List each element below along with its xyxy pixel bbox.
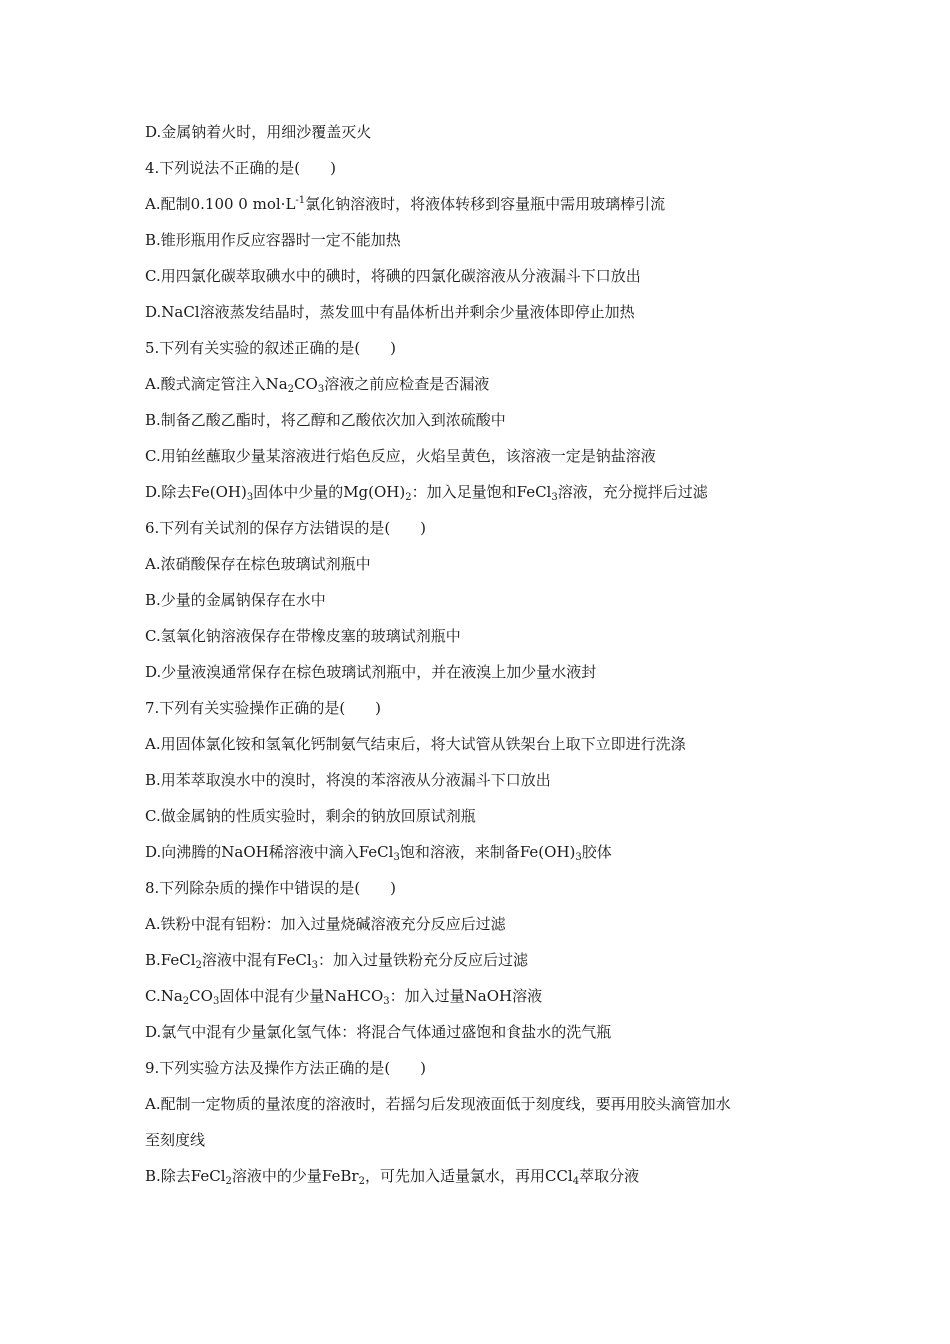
text-segment: A.配制0.100 0 mol·L <box>145 195 296 213</box>
superscript: -1 <box>295 195 306 206</box>
answer-option <box>145 662 825 682</box>
question-stem <box>145 518 825 538</box>
answer-option <box>145 194 825 214</box>
text-segment: 饱和溶液，来制备Fe(OH) <box>399 843 576 861</box>
subscript: 3 <box>317 384 325 395</box>
text-segment: C.氢氧化钠溶液保存在带橡皮塞的玻璃试剂瓶中 <box>145 627 461 645</box>
text-segment: B.FeCl <box>145 951 196 969</box>
text-segment: B.用苯萃取溴水中的溴时，将溴的苯溶液从分液漏斗下口放出 <box>145 771 551 789</box>
text-segment: B.除去FeCl <box>145 1167 226 1185</box>
answer-option <box>145 266 825 286</box>
answer-option <box>145 446 825 466</box>
text-segment: 溶液中混有FeCl <box>201 951 312 969</box>
answer-option <box>145 302 825 322</box>
text-segment: D.金属钠着火时，用细沙覆盖灭火 <box>145 123 372 141</box>
text-segment: 溶液，充分搅拌后过滤 <box>557 483 708 501</box>
subscript: 2 <box>287 384 295 395</box>
text-segment: 5.下列有关实验的叙述正确的是( ) <box>145 339 397 357</box>
subscript: 2 <box>405 492 412 503</box>
text-segment: 萃取分液 <box>579 1167 640 1185</box>
question-stem <box>145 158 825 178</box>
subscript: 2 <box>195 960 202 971</box>
question-stem <box>145 698 825 718</box>
answer-option <box>145 914 825 934</box>
answer-option <box>145 1022 825 1042</box>
text-segment: ，可先加入适量氯水，再用CCl <box>364 1167 573 1185</box>
answer-option <box>145 122 825 142</box>
subscript: 2 <box>225 1176 232 1187</box>
subscript: 3 <box>383 996 390 1007</box>
text-segment: B.制备乙酸乙酯时，将乙醇和乙酸依次加入到浓硫酸中 <box>145 411 506 429</box>
text-segment: B.少量的金属钠保存在水中 <box>145 591 326 609</box>
text-segment: A.铁粉中混有铝粉：加入过量烧碱溶液充分反应后过滤 <box>145 915 506 933</box>
text-segment: 8.下列除杂质的操作中错误的是( ) <box>145 879 397 897</box>
answer-option <box>145 986 825 1006</box>
subscript: 4 <box>572 1176 580 1187</box>
question-stem <box>145 338 825 358</box>
answer-option <box>145 1094 825 1114</box>
text-segment: 固体中混有少量NaHCO <box>219 987 384 1005</box>
text-segment: 固体中少量的Mg(OH) <box>253 483 406 501</box>
text-segment: CO <box>294 375 318 393</box>
text-segment: D.向沸腾的NaOH稀溶液中滴入FeCl <box>145 843 394 861</box>
answer-option <box>145 842 825 862</box>
text-segment: D.氯气中混有少量氯化氢气体：将混合气体通过盛饱和食盐水的洗气瓶 <box>145 1023 612 1041</box>
text-segment: 溶液之前应检查是否漏液 <box>324 375 490 393</box>
text-segment: D.NaCl溶液蒸发结晶时，蒸发皿中有晶体析出并剩余少量液体即停止加热 <box>145 303 635 321</box>
answer-option <box>145 410 825 430</box>
text-segment: A.浓硝酸保存在棕色玻璃试剂瓶中 <box>145 555 371 573</box>
text-segment: 溶液中的少量FeBr <box>231 1167 359 1185</box>
answer-option <box>145 734 825 754</box>
text-segment: 至刻度线 <box>145 1131 206 1149</box>
subscript: 3 <box>551 492 558 503</box>
answer-option <box>145 950 825 970</box>
text-segment: CO <box>189 987 213 1005</box>
subscript: 3 <box>575 852 582 863</box>
answer-option <box>145 482 825 502</box>
answer-option <box>145 230 825 250</box>
subscript: 2 <box>358 1176 365 1187</box>
text-segment: C.用铂丝蘸取少量某溶液进行焰色反应，火焰呈黄色，该溶液一定是钠盐溶液 <box>145 447 656 465</box>
text-segment: C.做金属钠的性质实验时，剩余的钠放回原试剂瓶 <box>145 807 476 825</box>
subscript: 3 <box>246 492 254 503</box>
subscript: 3 <box>212 996 220 1007</box>
answer-option <box>145 590 825 610</box>
answer-option <box>145 770 825 790</box>
text-segment: ：加入过量NaOH溶液 <box>389 987 543 1005</box>
text-segment: 9.下列实验方法及操作方法正确的是( ) <box>145 1059 427 1077</box>
answer-option <box>145 626 825 646</box>
text-segment: 7.下列有关实验操作正确的是( ) <box>145 699 382 717</box>
answer-option <box>145 806 825 826</box>
answer-option <box>145 1166 825 1186</box>
text-segment: 氯化钠溶液时，将液体转移到容量瓶中需用玻璃棒引流 <box>305 195 666 213</box>
text-segment: A.配制一定物质的量浓度的溶液时，若摇匀后发现液面低于刻度线，要再用胶头滴管加水 <box>145 1095 731 1113</box>
text-segment: 6.下列有关试剂的保存方法错误的是( ) <box>145 519 427 537</box>
text-segment: ：加入过量铁粉充分反应后过滤 <box>318 951 529 969</box>
text-segment: C.用四氯化碳萃取碘水中的碘时，将碘的四氯化碳溶液从分液漏斗下口放出 <box>145 267 641 285</box>
text-segment: ：加入足量饱和FeCl <box>411 483 552 501</box>
subscript: 3 <box>311 960 319 971</box>
option-continuation <box>145 1130 825 1150</box>
text-segment: B.锥形瓶用作反应容器时一定不能加热 <box>145 231 401 249</box>
subscript: 2 <box>182 996 190 1007</box>
question-stem <box>145 878 825 898</box>
question-stem <box>145 1058 825 1078</box>
text-segment: 胶体 <box>581 843 612 861</box>
text-segment: D.除去Fe(OH) <box>145 483 247 501</box>
text-segment: 4.下列说法不正确的是( ) <box>145 159 337 177</box>
answer-option <box>145 374 825 394</box>
text-segment: C.Na <box>145 987 183 1005</box>
text-segment: A.用固体氯化铵和氢氧化钙制氨气结束后，将大试管从铁架台上取下立即进行洗涤 <box>145 735 686 753</box>
answer-option <box>145 554 825 574</box>
question-list <box>145 122 825 1202</box>
text-segment: D.少量液溴通常保存在棕色玻璃试剂瓶中，并在液溴上加少量水液封 <box>145 663 597 681</box>
subscript: 3 <box>393 852 400 863</box>
text-segment: A.酸式滴定管注入Na <box>145 375 288 393</box>
